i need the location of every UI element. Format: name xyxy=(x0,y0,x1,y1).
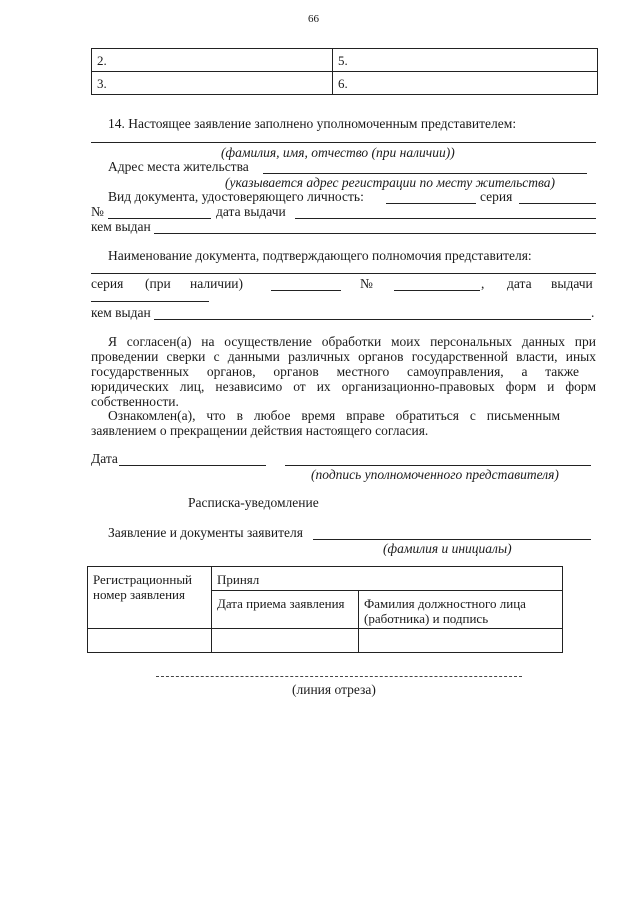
reg-number-header: Регистрационный номер заявления xyxy=(88,567,212,629)
series-row-word: № xyxy=(360,276,373,291)
issued-by-label-2: кем выдан xyxy=(91,305,151,320)
consent-line: государственных органов, органов местного самоуправления, а также xyxy=(91,364,579,379)
receipt-table xyxy=(87,566,563,653)
consent-line: юридических лиц, независимо от их организационно-правовых форм и форм xyxy=(91,379,596,394)
receipt-title: Расписка-уведомление xyxy=(188,495,319,510)
table-cell: 5. xyxy=(333,49,598,72)
table-cell[interactable] xyxy=(88,629,212,653)
issued-by2-line[interactable] xyxy=(154,319,591,320)
cut-line xyxy=(156,676,522,677)
table-cell: 3. xyxy=(92,72,333,95)
issue-date-label: дата выдачи xyxy=(216,204,286,219)
docs-line[interactable] xyxy=(313,539,591,540)
issue-date2-line[interactable] xyxy=(91,301,209,302)
consent-line: проведении сверки с данными различных органов государственной власти, иных xyxy=(91,349,596,364)
fio-line[interactable] xyxy=(91,142,596,143)
table-row xyxy=(88,567,563,591)
number2-line[interactable] xyxy=(394,290,480,291)
number-label: № xyxy=(91,204,104,219)
signature-caption: (подпись уполномоченного представителя) xyxy=(311,467,559,482)
period: . xyxy=(591,305,595,320)
ack-line: заявлением о прекращении действия настоящего согласия. xyxy=(91,423,429,438)
date-label: Дата xyxy=(91,451,118,466)
series-row-word: , xyxy=(481,276,485,291)
table-cell[interactable] xyxy=(359,629,563,653)
series-line[interactable] xyxy=(519,203,596,204)
series-row-word: наличии) xyxy=(190,276,244,291)
series-row-word: дата xyxy=(507,276,532,291)
series-row-word: выдачи xyxy=(551,276,593,291)
section-14-heading: 14. Настоящее заявление заполнено уполномоченным представителем: xyxy=(108,116,517,131)
table-cell: 6. xyxy=(333,72,598,95)
address-line[interactable] xyxy=(263,173,587,174)
address-caption: (указывается адрес регистрации по месту жительства) xyxy=(225,175,556,190)
address-label: Адрес места жительства xyxy=(108,159,249,174)
fio-caption: (фамилия, имя, отчество (при наличии)) xyxy=(221,145,455,160)
series-label: серия xyxy=(480,189,513,204)
table-cell: 2. xyxy=(92,49,333,72)
page-number: 66 xyxy=(308,13,319,25)
issue-date-line[interactable] xyxy=(295,218,596,219)
series-row-word: (при xyxy=(145,276,171,291)
signature-line[interactable] xyxy=(285,465,591,466)
docs-label: Заявление и документы заявителя xyxy=(108,525,303,540)
docs-caption: (фамилия и инициалы) xyxy=(383,541,512,556)
date-line[interactable] xyxy=(119,465,266,466)
authority-doc-label: Наименование документа, подтверждающего полномочия представителя: xyxy=(108,248,532,263)
authority-doc-line[interactable] xyxy=(91,273,596,274)
id-doc-label: Вид документа, удостоверяющего личность: xyxy=(108,189,364,204)
id-doc-line[interactable] xyxy=(386,203,476,204)
table-row xyxy=(92,72,598,95)
table-row xyxy=(92,49,598,72)
top-table xyxy=(91,48,598,95)
consent-line: Я согласен(а) на осуществление обработки моих персональных данных при xyxy=(108,334,596,349)
issued-by-label: кем выдан xyxy=(91,219,151,234)
cut-line-caption: (линия отреза) xyxy=(292,682,376,697)
date-received-header: Дата приема заявления xyxy=(212,591,359,629)
issued-by-line[interactable] xyxy=(154,233,596,234)
series-row-word: серия xyxy=(91,276,124,291)
consent-line: собственности. xyxy=(91,394,179,409)
table-cell[interactable] xyxy=(212,629,359,653)
ack-line: Ознакомлен(а), что в любое время вправе обратиться с письменным xyxy=(108,408,560,423)
table-row xyxy=(88,629,563,653)
officer-header: Фамилия должностного лица (работника) и подпись xyxy=(359,591,563,629)
series2-line[interactable] xyxy=(271,290,341,291)
accepted-header: Принял xyxy=(212,567,563,591)
